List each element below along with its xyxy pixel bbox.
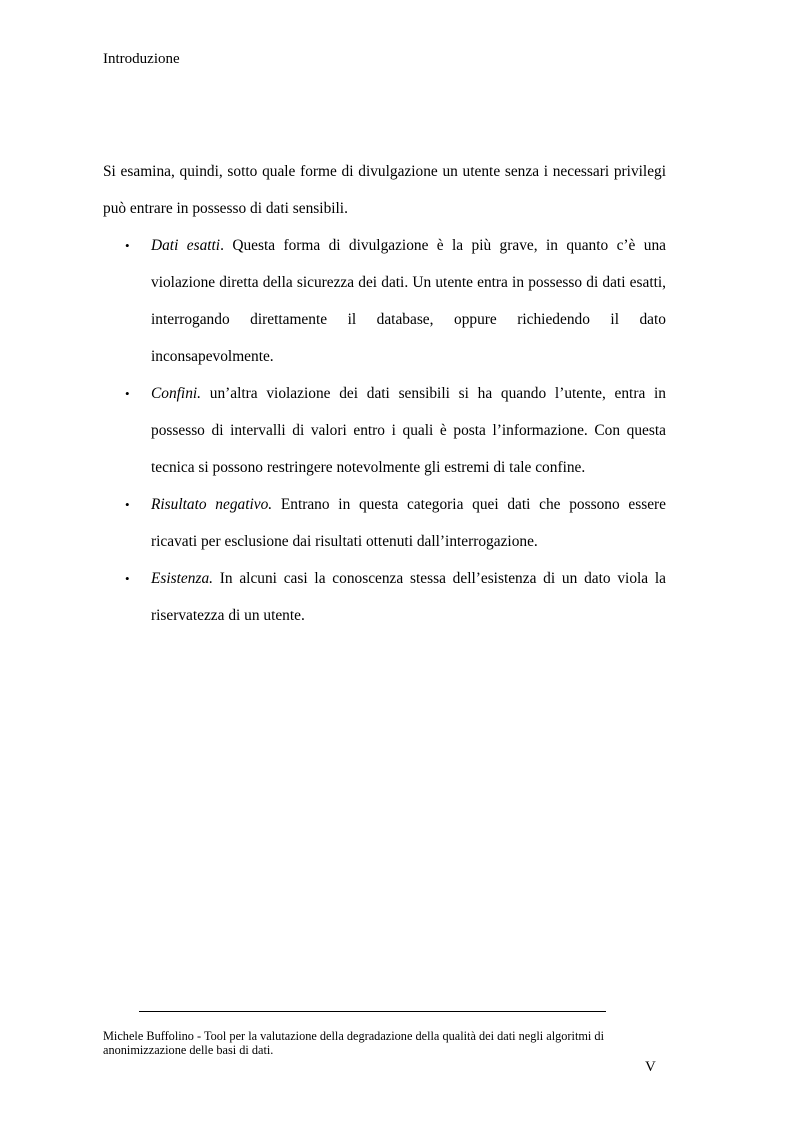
item-term: Esistenza.	[151, 570, 213, 587]
bullet-icon: •	[125, 386, 130, 401]
bullet-icon: •	[125, 571, 130, 586]
item-text: un’altra violazione dei dati sensibili si ha quando l’utente, entra in possesso di intervalli di valori entro i quali è posta l’informazione. Con questa tecnica si possono restringere notevolmente gli estremi di tale confine.	[151, 385, 666, 476]
item-term: Confini.	[151, 385, 202, 402]
running-header: Introduzione	[103, 51, 180, 67]
body-text	[103, 153, 666, 634]
bullet-list	[103, 227, 666, 634]
bullet-icon: •	[125, 238, 130, 253]
list-item	[103, 375, 666, 486]
intro-paragraph: Si esamina, quindi, sotto quale forme di divulgazione un utente senza i necessari privilegi può entrare in possesso di dati sensibili.	[103, 163, 666, 217]
footer-text: Michele Buffolino - Tool per la valutazione della degradazione della qualità dei dati negli algoritmi di anonimizzazione delle basi di dati.	[103, 1029, 604, 1057]
item-term: Risultato negativo.	[151, 496, 273, 513]
item-term: Dati esatti	[151, 237, 221, 254]
bullet-icon: •	[125, 497, 130, 512]
list-item	[103, 227, 666, 375]
item-text: . Questa forma di divulgazione è la più grave, in quanto c’è una violazione diretta della sicurezza dei dati. Un utente entra in possesso di dati esatti, interrogando direttamente il database, oppure richiedendo il dato inconsapevolmente.	[151, 237, 666, 365]
list-item	[103, 560, 666, 634]
page-number: V	[645, 1059, 656, 1075]
item-text: In alcuni casi la conoscenza stessa dell’esistenza di un dato viola la riservatezza di un utente.	[151, 570, 666, 624]
item-text: Entrano in questa categoria quei dati che possono essere ricavati per esclusione dai risultati ottenuti dall’interrogazione.	[151, 496, 666, 550]
list-item	[103, 486, 666, 560]
footer-divider	[139, 1011, 606, 1012]
